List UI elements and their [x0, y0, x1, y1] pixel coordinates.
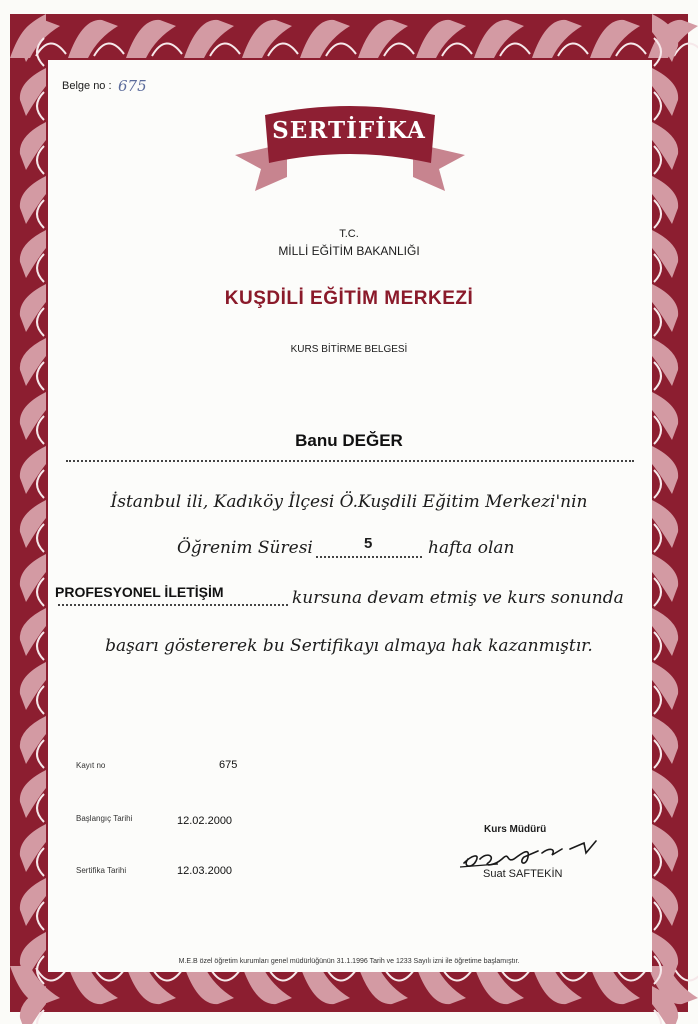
- recipient-name: Banu DEĞER: [295, 431, 403, 450]
- tc-label: T.C.: [339, 228, 359, 240]
- ministry-name: MİLLİ EĞİTİM BAKANLIĞI: [278, 244, 420, 258]
- weeks-dotted-line: [316, 556, 422, 558]
- course-dotted-line: [58, 604, 288, 606]
- course-name: PROFESYONEL İLETİŞİM: [55, 584, 224, 600]
- registration-value: 675: [219, 759, 238, 771]
- certificate-title: SERTİFİKA: [272, 117, 426, 144]
- certificate-date-label: Sertifika Tarihi: [76, 866, 127, 875]
- body-line-2-prefix: Öğrenim Süresi: [177, 538, 313, 558]
- start-date-label: Başlangıç Tarihi: [76, 814, 133, 823]
- footer-note: M.E.B özel öğretim kurumları genel müdürlüğünün 31.1.1996 Tarih ve 1233 Sayılı izni ile öğretime başlamıştır.: [178, 958, 520, 965]
- body-line-4: başarı göstererek bu Sertifikayı almaya hak kazanmıştır.: [105, 636, 593, 656]
- body-line-1: İstanbul ili, Kadıköy İlçesi Ö.Kuşdili Eğitim Merkezi'nin: [110, 492, 588, 512]
- director-name: Suat SAFTEKİN: [483, 868, 563, 880]
- director-signature: [458, 833, 608, 873]
- registration-label: Kayıt no: [76, 761, 106, 770]
- start-date-value: 12.02.2000: [177, 815, 233, 827]
- document-number-value: 675: [118, 77, 147, 95]
- director-title: Kurs Müdürü: [484, 824, 547, 835]
- body-line-3: kursuna devam etmiş ve kurs sonunda: [292, 588, 624, 608]
- document-type: KURS BİTİRME BELGESİ: [290, 344, 408, 355]
- education-center-name: KUŞDİLİ EĞİTİM MERKEZİ: [224, 288, 474, 309]
- document-number-label: Belge no :: [62, 80, 112, 92]
- duration-weeks: 5: [364, 535, 373, 552]
- recipient-dotted-line: [66, 460, 634, 462]
- body-line-2-suffix: hafta olan: [428, 538, 515, 558]
- certificate-date-value: 12.03.2000: [177, 865, 233, 877]
